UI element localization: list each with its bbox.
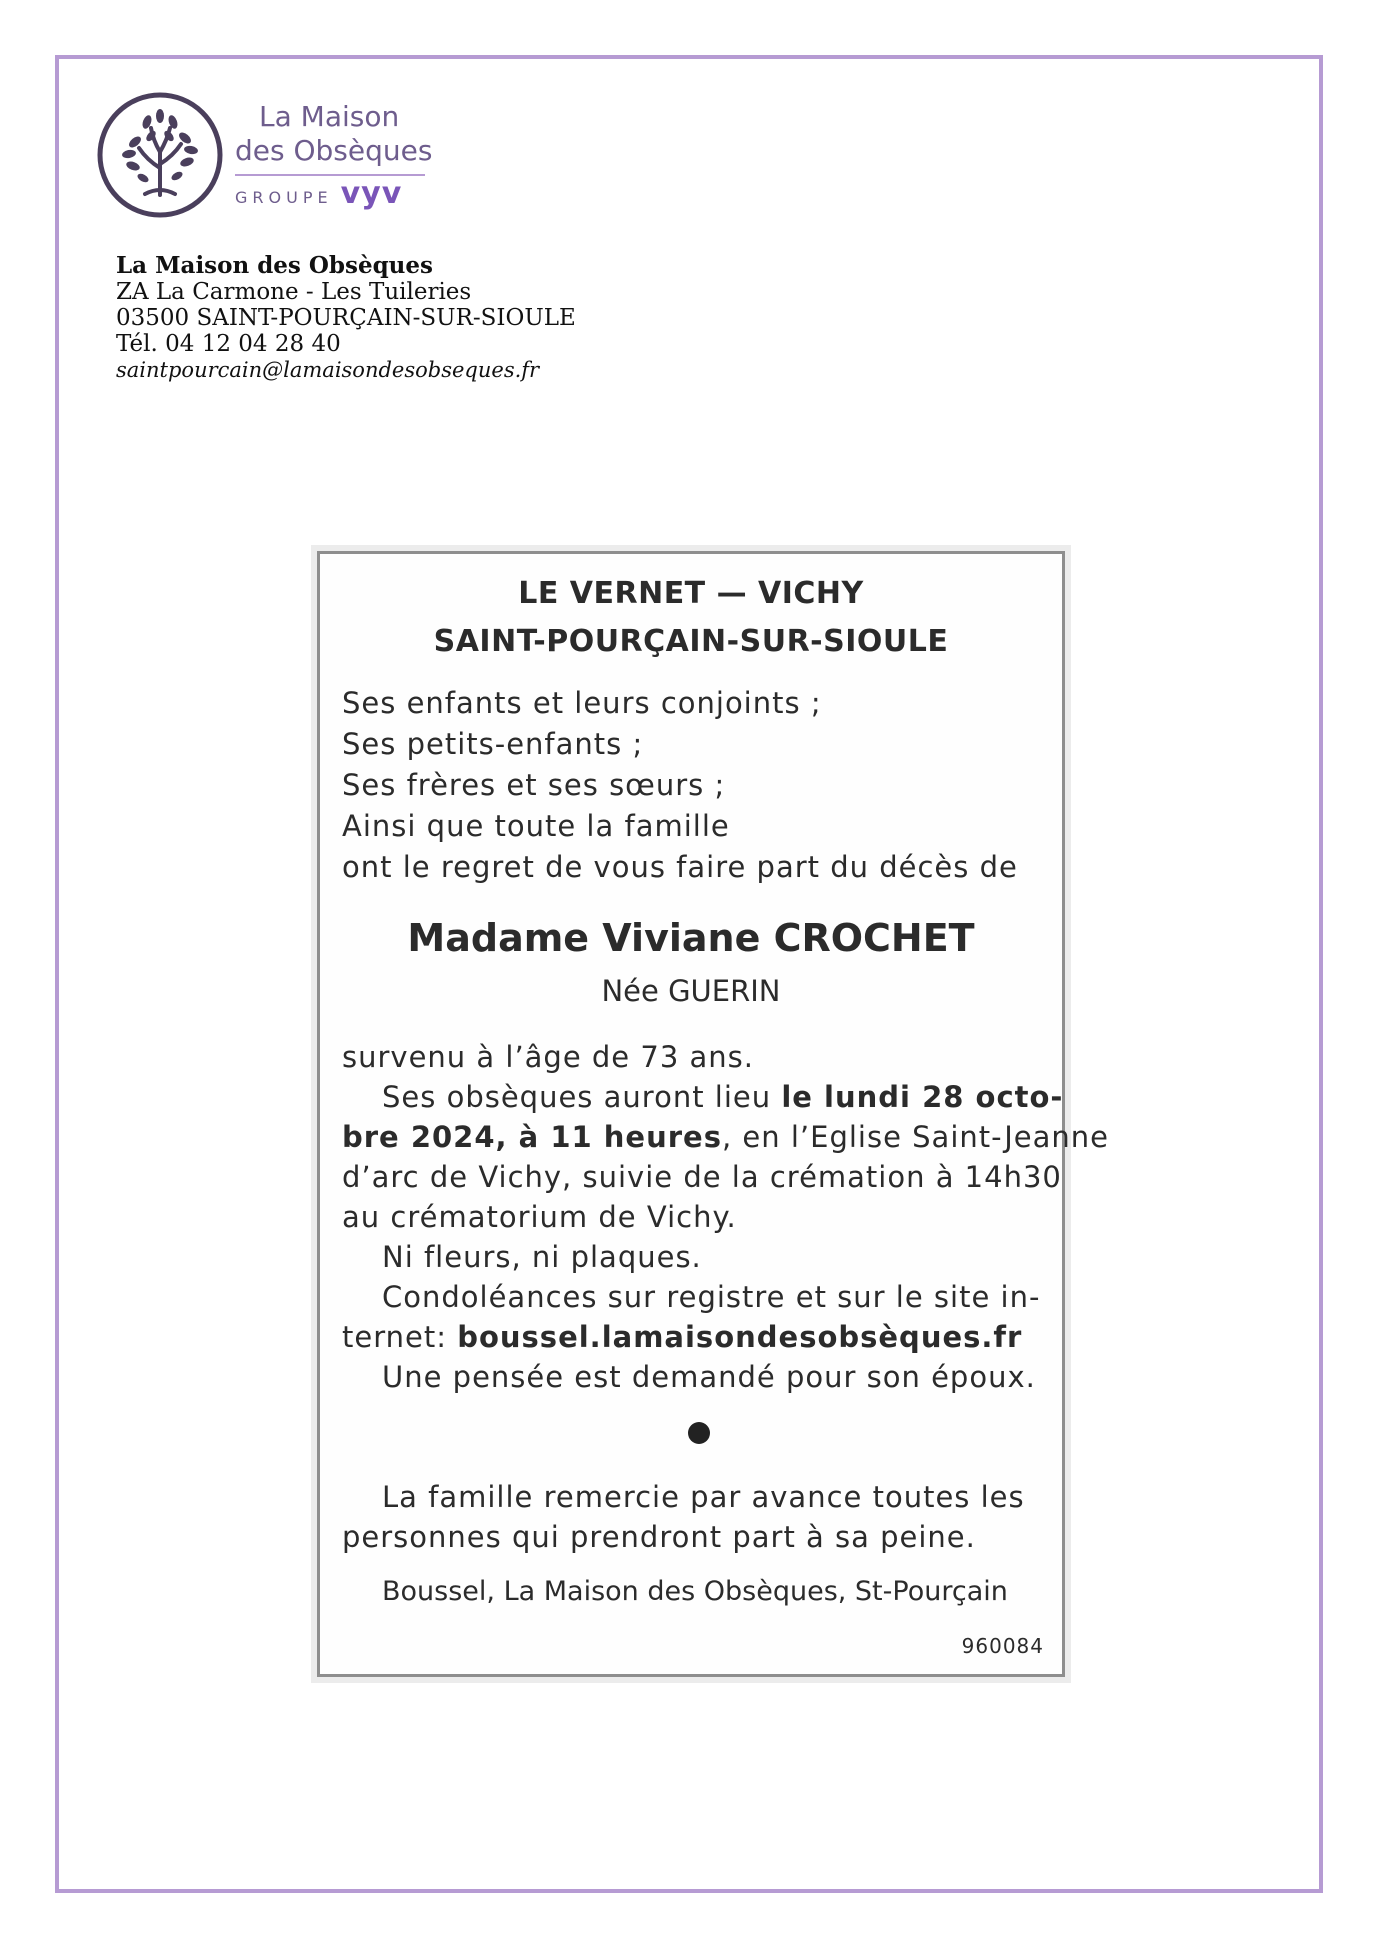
family-line-4: Ainsi que toute la famille (342, 809, 730, 843)
logo-brand: vyv (340, 176, 403, 211)
thought-line: Une pensée est demandé pour son époux. (382, 1360, 1036, 1394)
family-line-1: Ses enfants et leurs conjoints ; (342, 686, 822, 720)
obituary-notice (311, 545, 1109, 1683)
funeral-line-1 (382, 1080, 1063, 1114)
age-line: survenu à l’âge de 73 ans. (342, 1040, 754, 1074)
address-company-name: La Maison des Obsèques (116, 252, 433, 279)
condolences-text: ternet: (342, 1320, 458, 1354)
maiden-name: Née GUERIN (601, 974, 781, 1008)
address-email[interactable]: saintpourcain@lamaisondesobseques.fr (116, 358, 540, 382)
condolences-line-1: Condoléances sur registre et sur le site in- (382, 1280, 1041, 1314)
funeral-line-2 (342, 1120, 1109, 1154)
separator-bullet (688, 1422, 710, 1444)
funeral-line-3: d’arc de Vichy, suivie de la crémation à 14h30 (342, 1160, 1062, 1194)
company-logo (95, 90, 455, 230)
logo-wordmark (235, 100, 455, 211)
address-street: ZA La Carmone - Les Tuileries (116, 279, 472, 305)
family-line-3: Ses frères et ses sœurs ; (342, 768, 726, 802)
funeral-place: , en l’Eglise Saint-Jeanne (721, 1120, 1109, 1154)
logo-group-label: GROUPE (235, 188, 333, 207)
family-line-2: Ses petits-enfants ; (342, 727, 644, 761)
notice-heading-1: LE VERNET — VICHY (518, 576, 864, 611)
signature-line: Boussel, La Maison des Obsèques, St-Pourçain (382, 1576, 1008, 1607)
deceased-name: Madame Viviane CROCHET (407, 916, 975, 960)
obituary-notice-body (317, 551, 1109, 1677)
logo-group-line (235, 176, 455, 211)
notice-heading-2: SAINT-POURÇAIN-SUR-SIOULE (433, 624, 949, 659)
condolences-line-2 (342, 1320, 1022, 1354)
funeral-line-4: au crématorium de Vichy. (342, 1200, 737, 1234)
address-block (116, 253, 576, 383)
funeral-text-a: Ses obsèques auront lieu (382, 1080, 782, 1114)
thanks-line-2: personnes qui prendront part à sa peine. (342, 1520, 976, 1554)
funeral-date-a: le lundi 28 octo- (781, 1080, 1064, 1114)
website-link[interactable]: boussel.lamaisondesobsèques.fr (457, 1320, 1023, 1354)
logo-line-1: La Maison (259, 100, 400, 133)
address-city: 03500 SAINT-POURÇAIN-SUR-SIOULE (116, 305, 576, 331)
notice-reference: 960084 (961, 1634, 1044, 1658)
tree-in-circle-icon (95, 90, 225, 220)
logo-line-2: des Obsèques (235, 134, 433, 167)
family-line-5: ont le regret de vous faire part du décès de (342, 850, 1018, 884)
thanks-line-1: La famille remercie par avance toutes les (382, 1480, 1025, 1514)
address-phone: Tél. 04 12 04 28 40 (116, 331, 341, 357)
funeral-date-b: bre 2024, à 11 heures (342, 1120, 722, 1154)
flowers-line: Ni fleurs, ni plaques. (382, 1240, 702, 1274)
